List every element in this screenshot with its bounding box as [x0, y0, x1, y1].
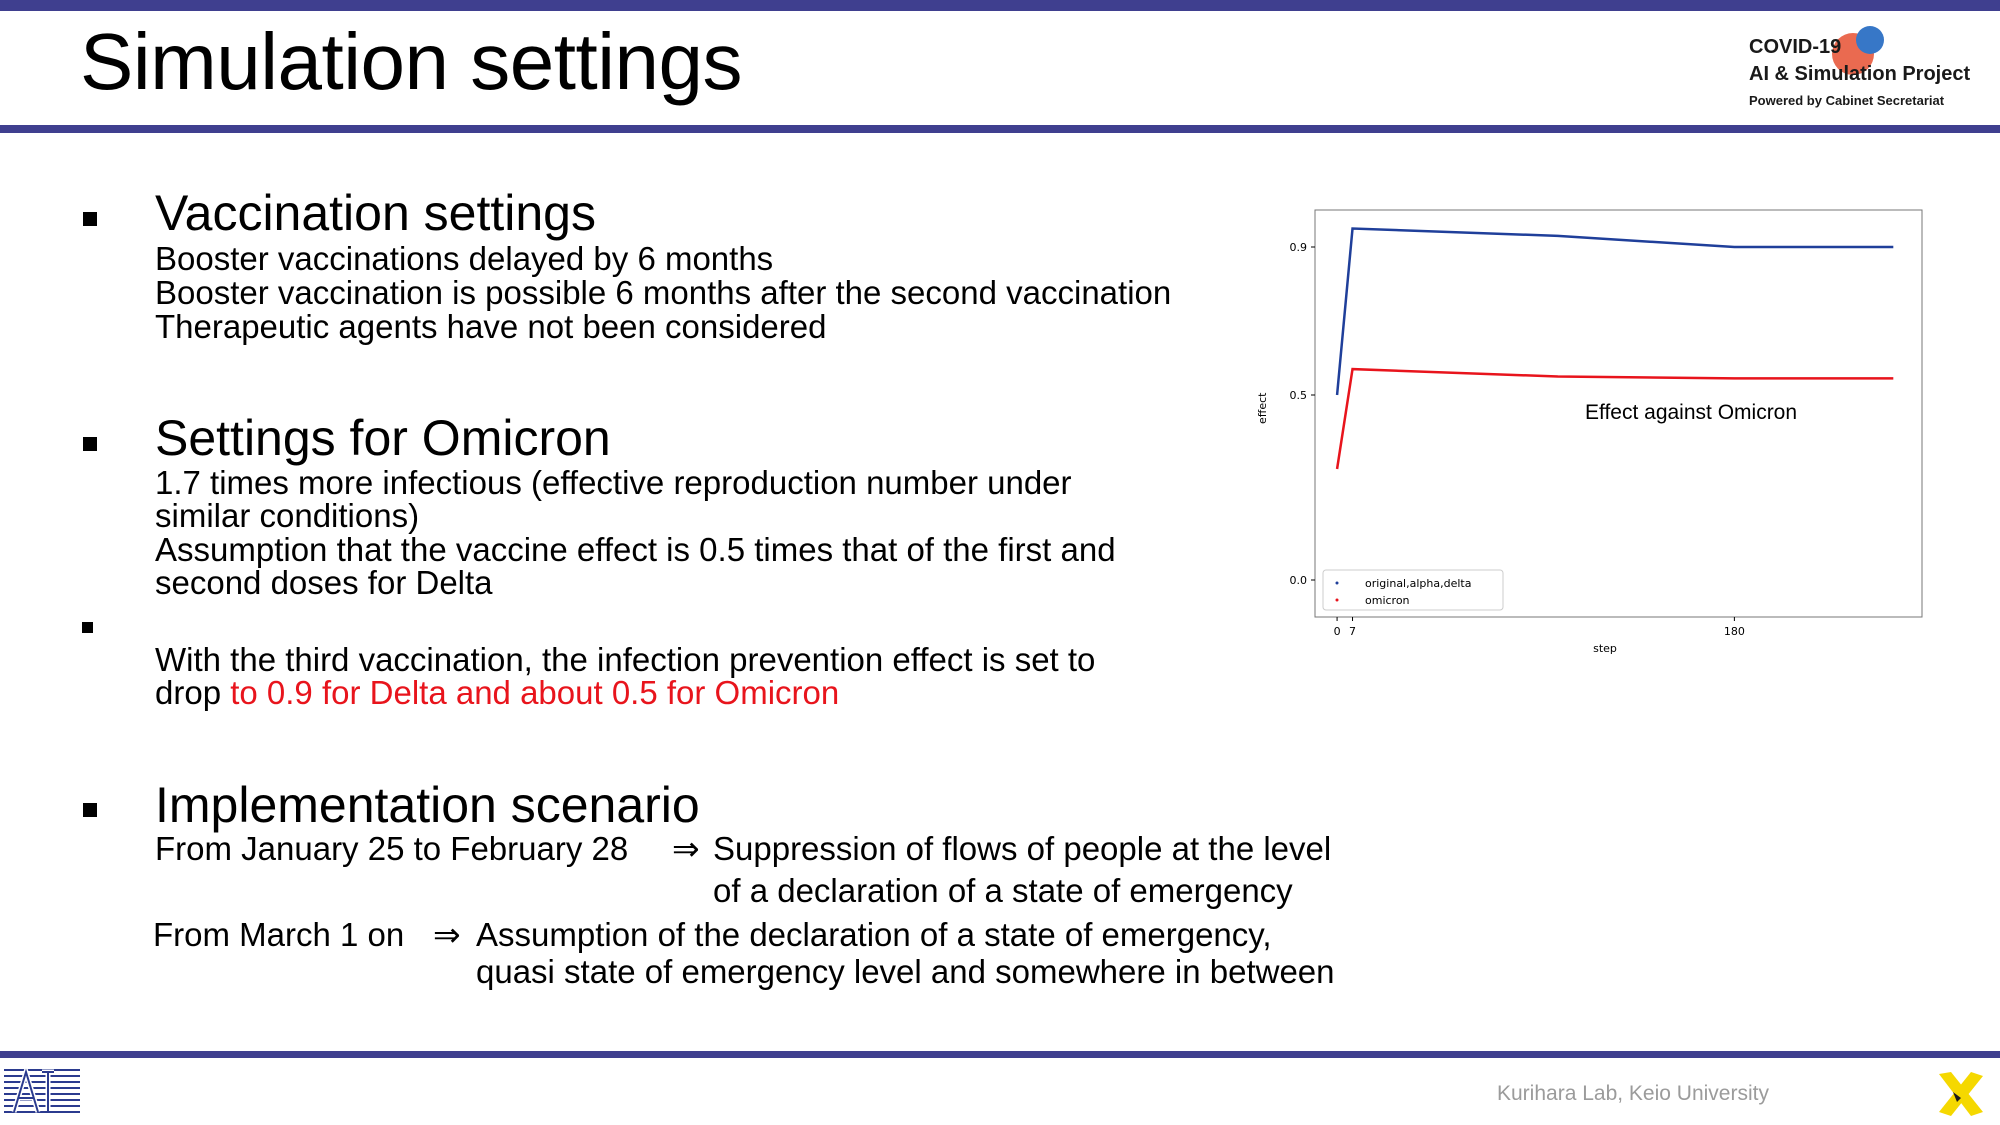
chart-ylabel: effect: [1256, 392, 1269, 424]
lab-logo-icon: [2, 1062, 82, 1122]
third-vaccination-line-2: [155, 676, 839, 709]
title-divider: [0, 125, 2000, 133]
scenario-row1-text: of a declaration of a state of emergency: [713, 872, 1293, 909]
y-tick-label: 0.0: [1289, 574, 1307, 587]
logo-blue-circle-icon: [1856, 26, 1884, 54]
series-line-delta: [1337, 229, 1893, 396]
third-vaccination-line: With the third vaccination, the infection prevention effect is set to: [155, 641, 1096, 678]
scenario-row2-date: From March 1 on: [153, 916, 405, 953]
bullet-icon: [83, 212, 97, 226]
omicron-line: 1.7 times more infectious (effective reproduction number under: [155, 464, 1072, 501]
chart-legend-box: [1323, 570, 1503, 610]
bullet-icon: [83, 803, 97, 817]
legend-marker-delta: [1336, 582, 1339, 585]
chart-xlabel: step: [1593, 642, 1617, 655]
omicron-line: second doses for Delta: [155, 564, 493, 601]
vaccination-heading: Vaccination settings: [155, 185, 596, 241]
scenario-row1-date: From January 25 to February 28: [155, 830, 629, 867]
legend-marker-omicron: [1336, 599, 1339, 602]
vaccine-effect-chart: [1255, 200, 1935, 670]
chart-legend: [1323, 570, 1503, 610]
x-tick-label: 180: [1723, 625, 1745, 638]
logo-subtitle: AI & Simulation Project: [1749, 63, 1971, 85]
omicron-heading: Settings for Omicron: [155, 410, 611, 466]
scenario-row1-text: Suppression of flows of people at the level: [713, 830, 1332, 867]
third-vaccination-highlight: to 0.9 for Delta and about 0.5 for Omicron: [230, 674, 840, 711]
bullet-icon: [82, 622, 93, 633]
y-tick-label: 0.9: [1289, 241, 1307, 254]
scenario-row2-text: quasi state of emergency level and somewhere in between: [476, 953, 1335, 990]
x-logo-icon: [1935, 1068, 1987, 1120]
bullet-icon: [83, 437, 97, 451]
omicron-line: similar conditions): [155, 497, 420, 534]
scenario-row2-text: Assumption of the declaration of a state of emergency,: [476, 916, 1272, 953]
vaccination-line: Therapeutic agents have not been considered: [155, 308, 827, 345]
arrow-icon: ⇒: [672, 830, 700, 867]
page-title: Simulation settings: [80, 17, 742, 106]
third-vaccination-prefix: drop: [155, 674, 231, 711]
footer-credit: Kurihara Lab, Keio University: [1497, 1082, 1769, 1105]
footer-divider: [0, 1051, 2000, 1058]
legend-label-delta: original,alpha,delta: [1365, 577, 1472, 590]
arrow-icon: ⇒: [433, 916, 461, 953]
vaccination-line: Booster vaccination is possible 6 months after the second vaccination: [155, 274, 1172, 311]
omicron-line: Assumption that the vaccine effect is 0.5 times that of the first and: [155, 531, 1116, 568]
x-tick-label: 7: [1349, 625, 1357, 638]
vaccination-line: Booster vaccinations delayed by 6 months: [155, 240, 774, 277]
legend-label-omicron: omicron: [1365, 594, 1410, 607]
logo-tagline: Powered by Cabinet Secretariat: [1749, 93, 1945, 108]
top-accent-bar: [0, 0, 2000, 11]
scenario-heading: Implementation scenario: [155, 777, 700, 833]
chart-annotation: Effect against Omicron: [1585, 401, 1798, 424]
project-logo: [1745, 22, 1985, 117]
y-tick-label: 0.5: [1289, 389, 1307, 402]
x-tick-label: 0: [1333, 625, 1341, 638]
logo-title: COVID-19: [1749, 36, 1842, 58]
